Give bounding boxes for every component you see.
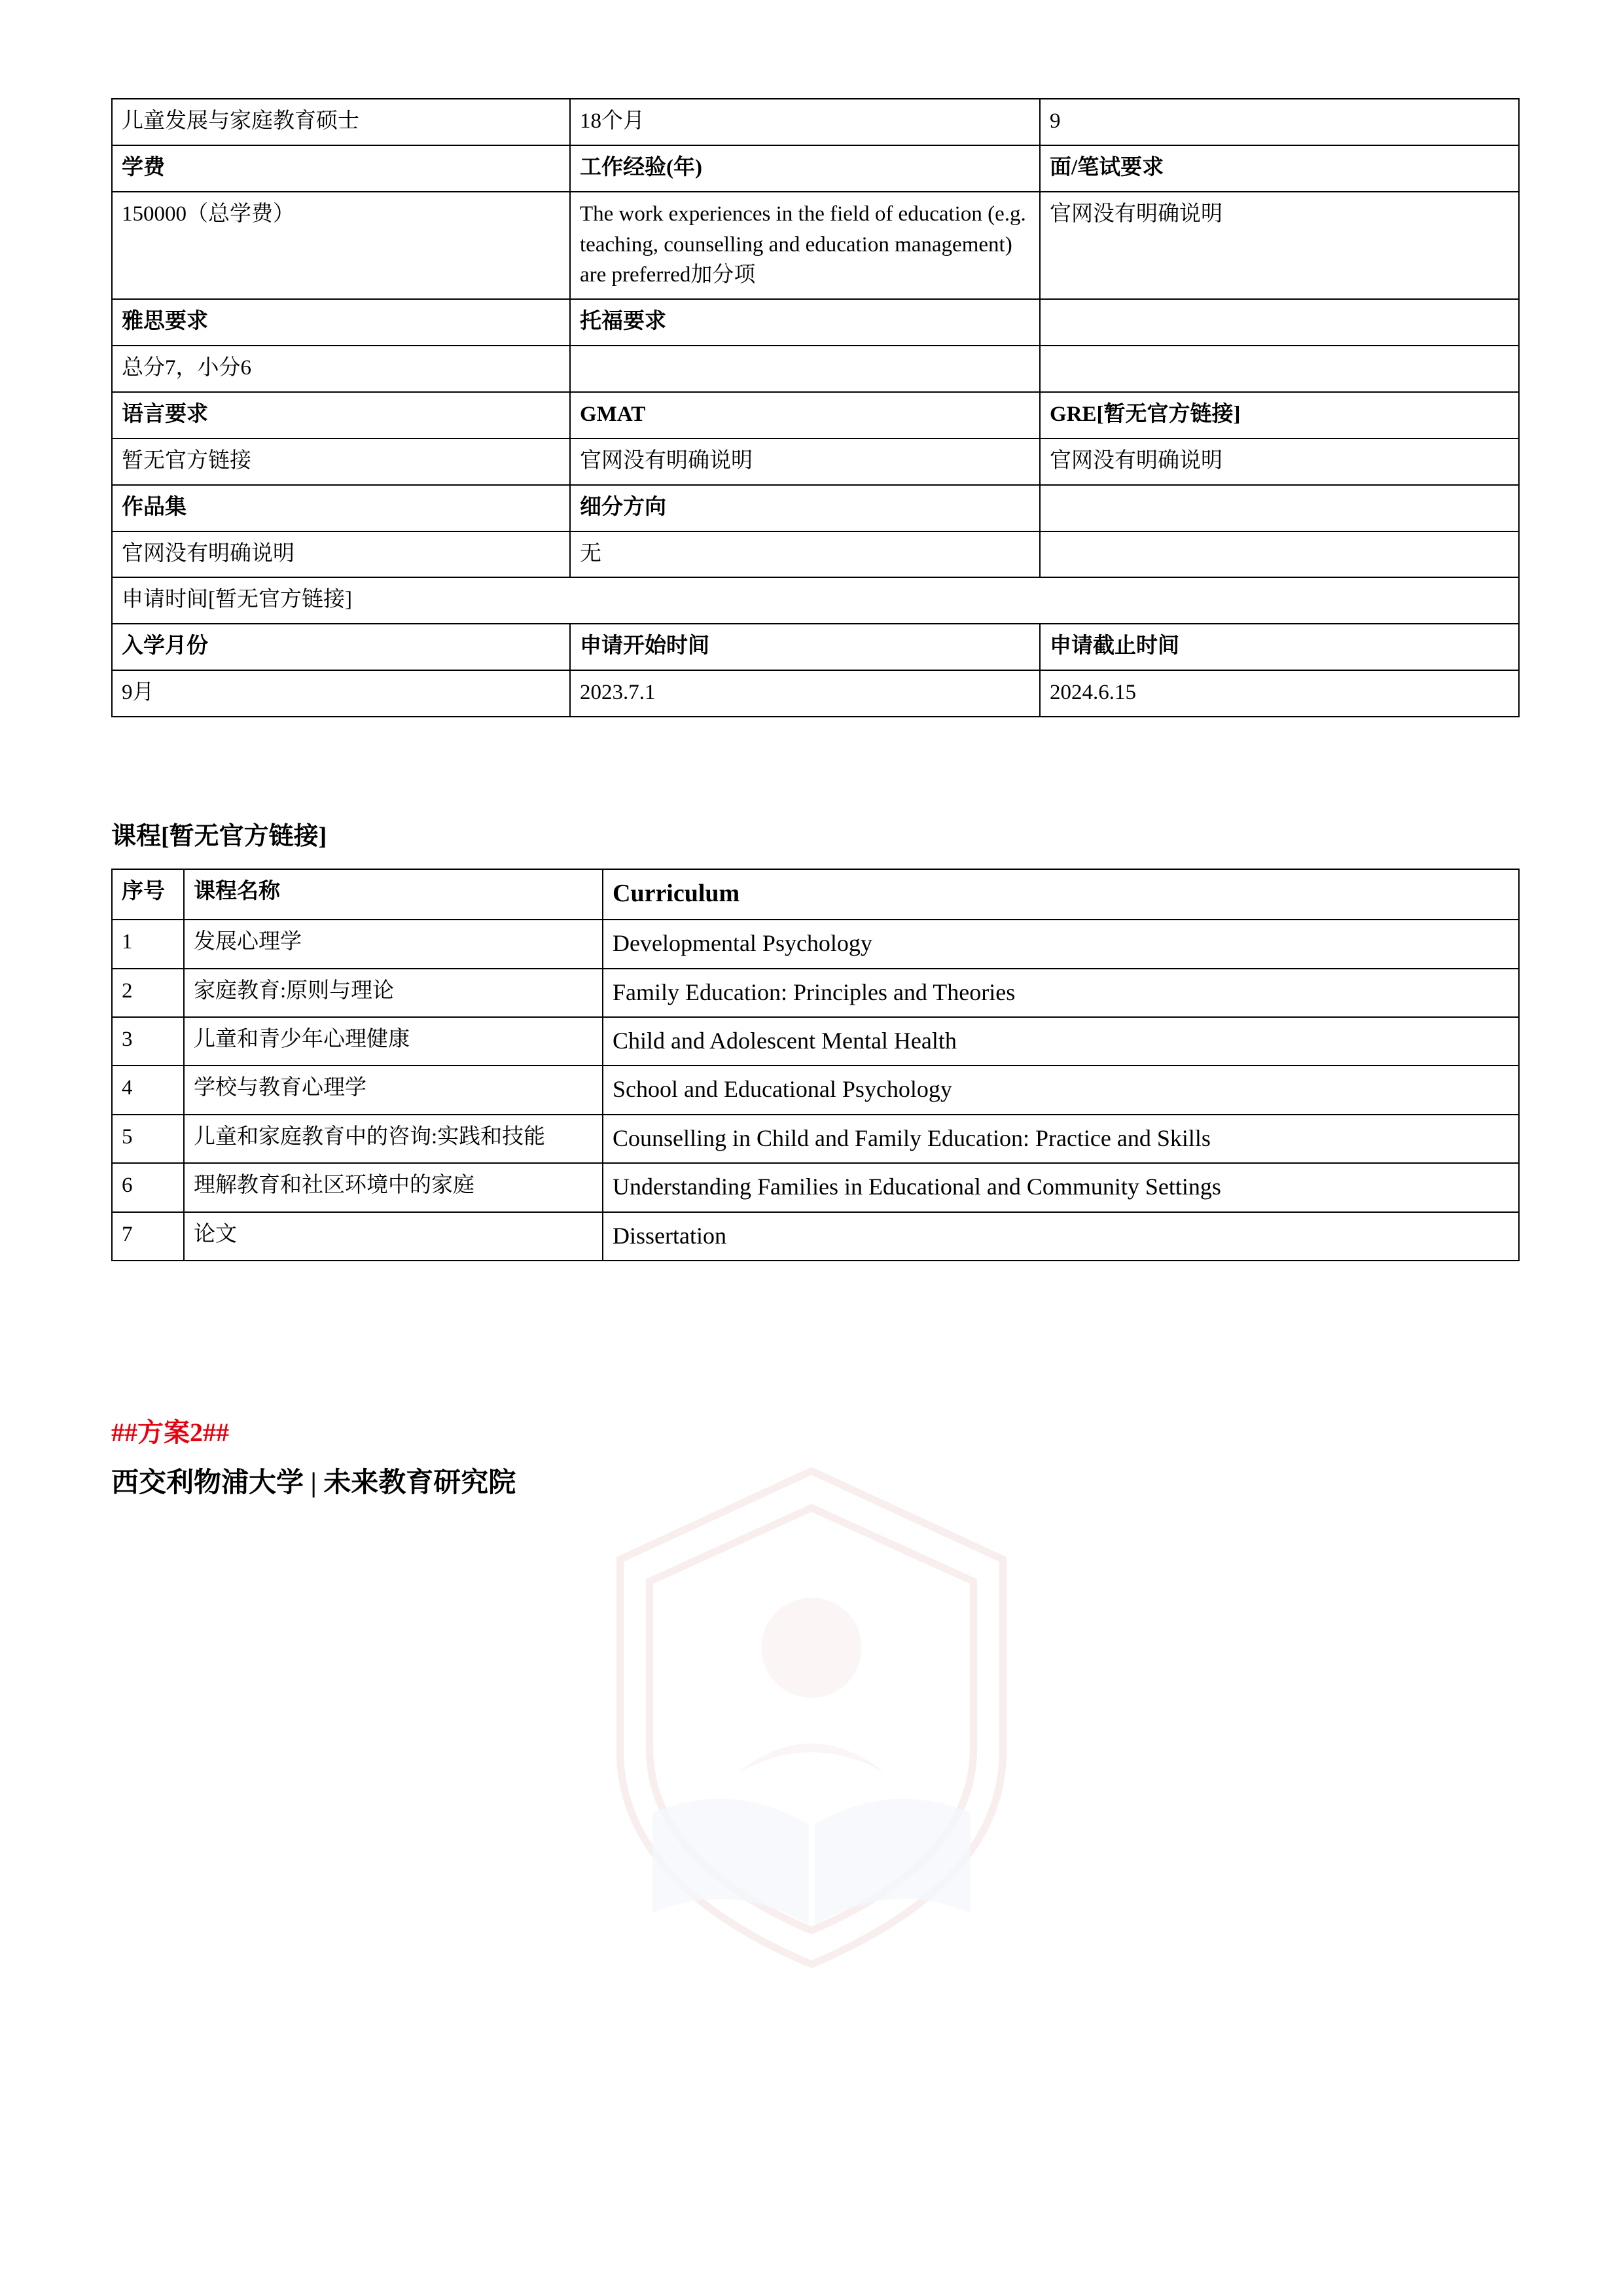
table-row xyxy=(112,1212,1519,1261)
cell-intake: 9 xyxy=(1040,99,1519,145)
table-row xyxy=(112,439,1519,485)
header-course-name-cn: 课程名称 xyxy=(184,869,603,920)
table-row xyxy=(112,99,1519,145)
table-row-header xyxy=(112,624,1519,670)
cell-work-experience-value: The work experiences in the field of education (e.g. teaching, counselling and education management) are preferred加分项 xyxy=(570,192,1040,300)
cell-portfolio-value: 官网没有明确说明 xyxy=(112,531,570,578)
header-work-experience: 工作经验(年) xyxy=(570,145,1040,192)
cell-empty-2 xyxy=(1040,346,1519,392)
program-info-table xyxy=(111,98,1520,717)
table-row xyxy=(112,531,1519,578)
header-specialization: 细分方向 xyxy=(570,485,1040,531)
course-name-en: Developmental Psychology xyxy=(603,920,1519,968)
header-apply-open: 申请开始时间 xyxy=(570,624,1040,670)
course-name-en: Child and Adolescent Mental Health xyxy=(603,1017,1519,1066)
cell-tuition-value: 150000（总学费） xyxy=(112,192,570,300)
plan-label: ##方案2## xyxy=(111,1417,229,1447)
cell-apply-open-value: 2023.7.1 xyxy=(570,670,1040,717)
cell-empty-4 xyxy=(1040,531,1519,578)
table-row xyxy=(112,1066,1519,1114)
table-row xyxy=(112,1163,1519,1211)
header-empty-3 xyxy=(1040,485,1519,531)
table-row xyxy=(112,346,1519,392)
header-interview-requirement: 面/笔试要求 xyxy=(1040,145,1519,192)
course-name-cn: 理解教育和社区环境中的家庭 xyxy=(184,1163,603,1211)
course-name-en: Family Education: Principles and Theories xyxy=(603,969,1519,1017)
header-tuition: 学费 xyxy=(112,145,570,192)
course-name-cn: 家庭教育:原则与理论 xyxy=(184,969,603,1017)
cell-apply-deadline-value: 2024.6.15 xyxy=(1040,670,1519,717)
curriculum-title: 课程[暂无官方链接] xyxy=(111,823,327,851)
table-row xyxy=(112,920,1519,968)
header-gmat: GMAT xyxy=(570,392,1040,439)
course-name-en: School and Educational Psychology xyxy=(603,1066,1519,1114)
course-name-cn: 儿童和家庭教育中的咨询:实践和技能 xyxy=(184,1115,603,1163)
cell-apply-time-label: 申请时间[暂无官方链接] xyxy=(112,577,1519,624)
table-row-header xyxy=(112,485,1519,531)
course-name-cn: 学校与教育心理学 xyxy=(184,1066,603,1114)
course-name-cn: 儿童和青少年心理健康 xyxy=(184,1017,603,1066)
course-name-cn: 论文 xyxy=(184,1212,603,1261)
header-course-name-en: Curriculum xyxy=(603,869,1519,920)
table-row xyxy=(112,969,1519,1017)
header-apply-deadline: 申请截止时间 xyxy=(1040,624,1519,670)
table-row-header xyxy=(112,299,1519,346)
table-row xyxy=(112,1017,1519,1066)
table-row xyxy=(112,1115,1519,1163)
table-row-header xyxy=(112,145,1519,192)
cell-language-value: 暂无官方链接 xyxy=(112,439,570,485)
cell-specialization-value: 无 xyxy=(570,531,1040,578)
cell-interview-value: 官网没有明确说明 xyxy=(1040,192,1519,300)
course-index: 3 xyxy=(112,1017,184,1066)
table-row-header xyxy=(112,392,1519,439)
course-index: 5 xyxy=(112,1115,184,1163)
course-index: 2 xyxy=(112,969,184,1017)
cell-gmat-value: 官网没有明确说明 xyxy=(570,439,1040,485)
course-name-en: Counselling in Child and Family Education: Practice and Skills xyxy=(603,1115,1519,1163)
course-name-cn: 发展心理学 xyxy=(184,920,603,968)
header-toefl: 托福要求 xyxy=(570,299,1040,346)
cell-program-name: 儿童发展与家庭教育硕士 xyxy=(112,99,570,145)
header-gre: GRE[暂无官方链接] xyxy=(1040,392,1519,439)
watermark-logo xyxy=(517,1427,1106,2016)
header-portfolio: 作品集 xyxy=(112,485,570,531)
table-row xyxy=(112,670,1519,717)
header-language: 语言要求 xyxy=(112,392,570,439)
header-intake-month: 入学月份 xyxy=(112,624,570,670)
cell-toefl-value xyxy=(570,346,1040,392)
plan-university: 西交利物浦大学 | 未来教育研究院 xyxy=(111,1467,516,1498)
table-row-apply-time xyxy=(112,577,1519,624)
course-name-en: Dissertation xyxy=(603,1212,1519,1261)
course-index: 6 xyxy=(112,1163,184,1211)
course-index: 4 xyxy=(112,1066,184,1114)
header-ielts: 雅思要求 xyxy=(112,299,570,346)
cell-gre-value: 官网没有明确说明 xyxy=(1040,439,1519,485)
table-row-header xyxy=(112,869,1519,920)
table-row xyxy=(112,192,1519,300)
course-index: 7 xyxy=(112,1212,184,1261)
curriculum-table xyxy=(111,869,1520,1261)
cell-ielts-value: 总分7，小分6 xyxy=(112,346,570,392)
cell-intake-month-value: 9月 xyxy=(112,670,570,717)
course-index: 1 xyxy=(112,920,184,968)
header-index: 序号 xyxy=(112,869,184,920)
course-name-en: Understanding Families in Educational and Community Settings xyxy=(603,1163,1519,1211)
header-empty-1 xyxy=(1040,299,1519,346)
cell-duration: 18个月 xyxy=(570,99,1040,145)
